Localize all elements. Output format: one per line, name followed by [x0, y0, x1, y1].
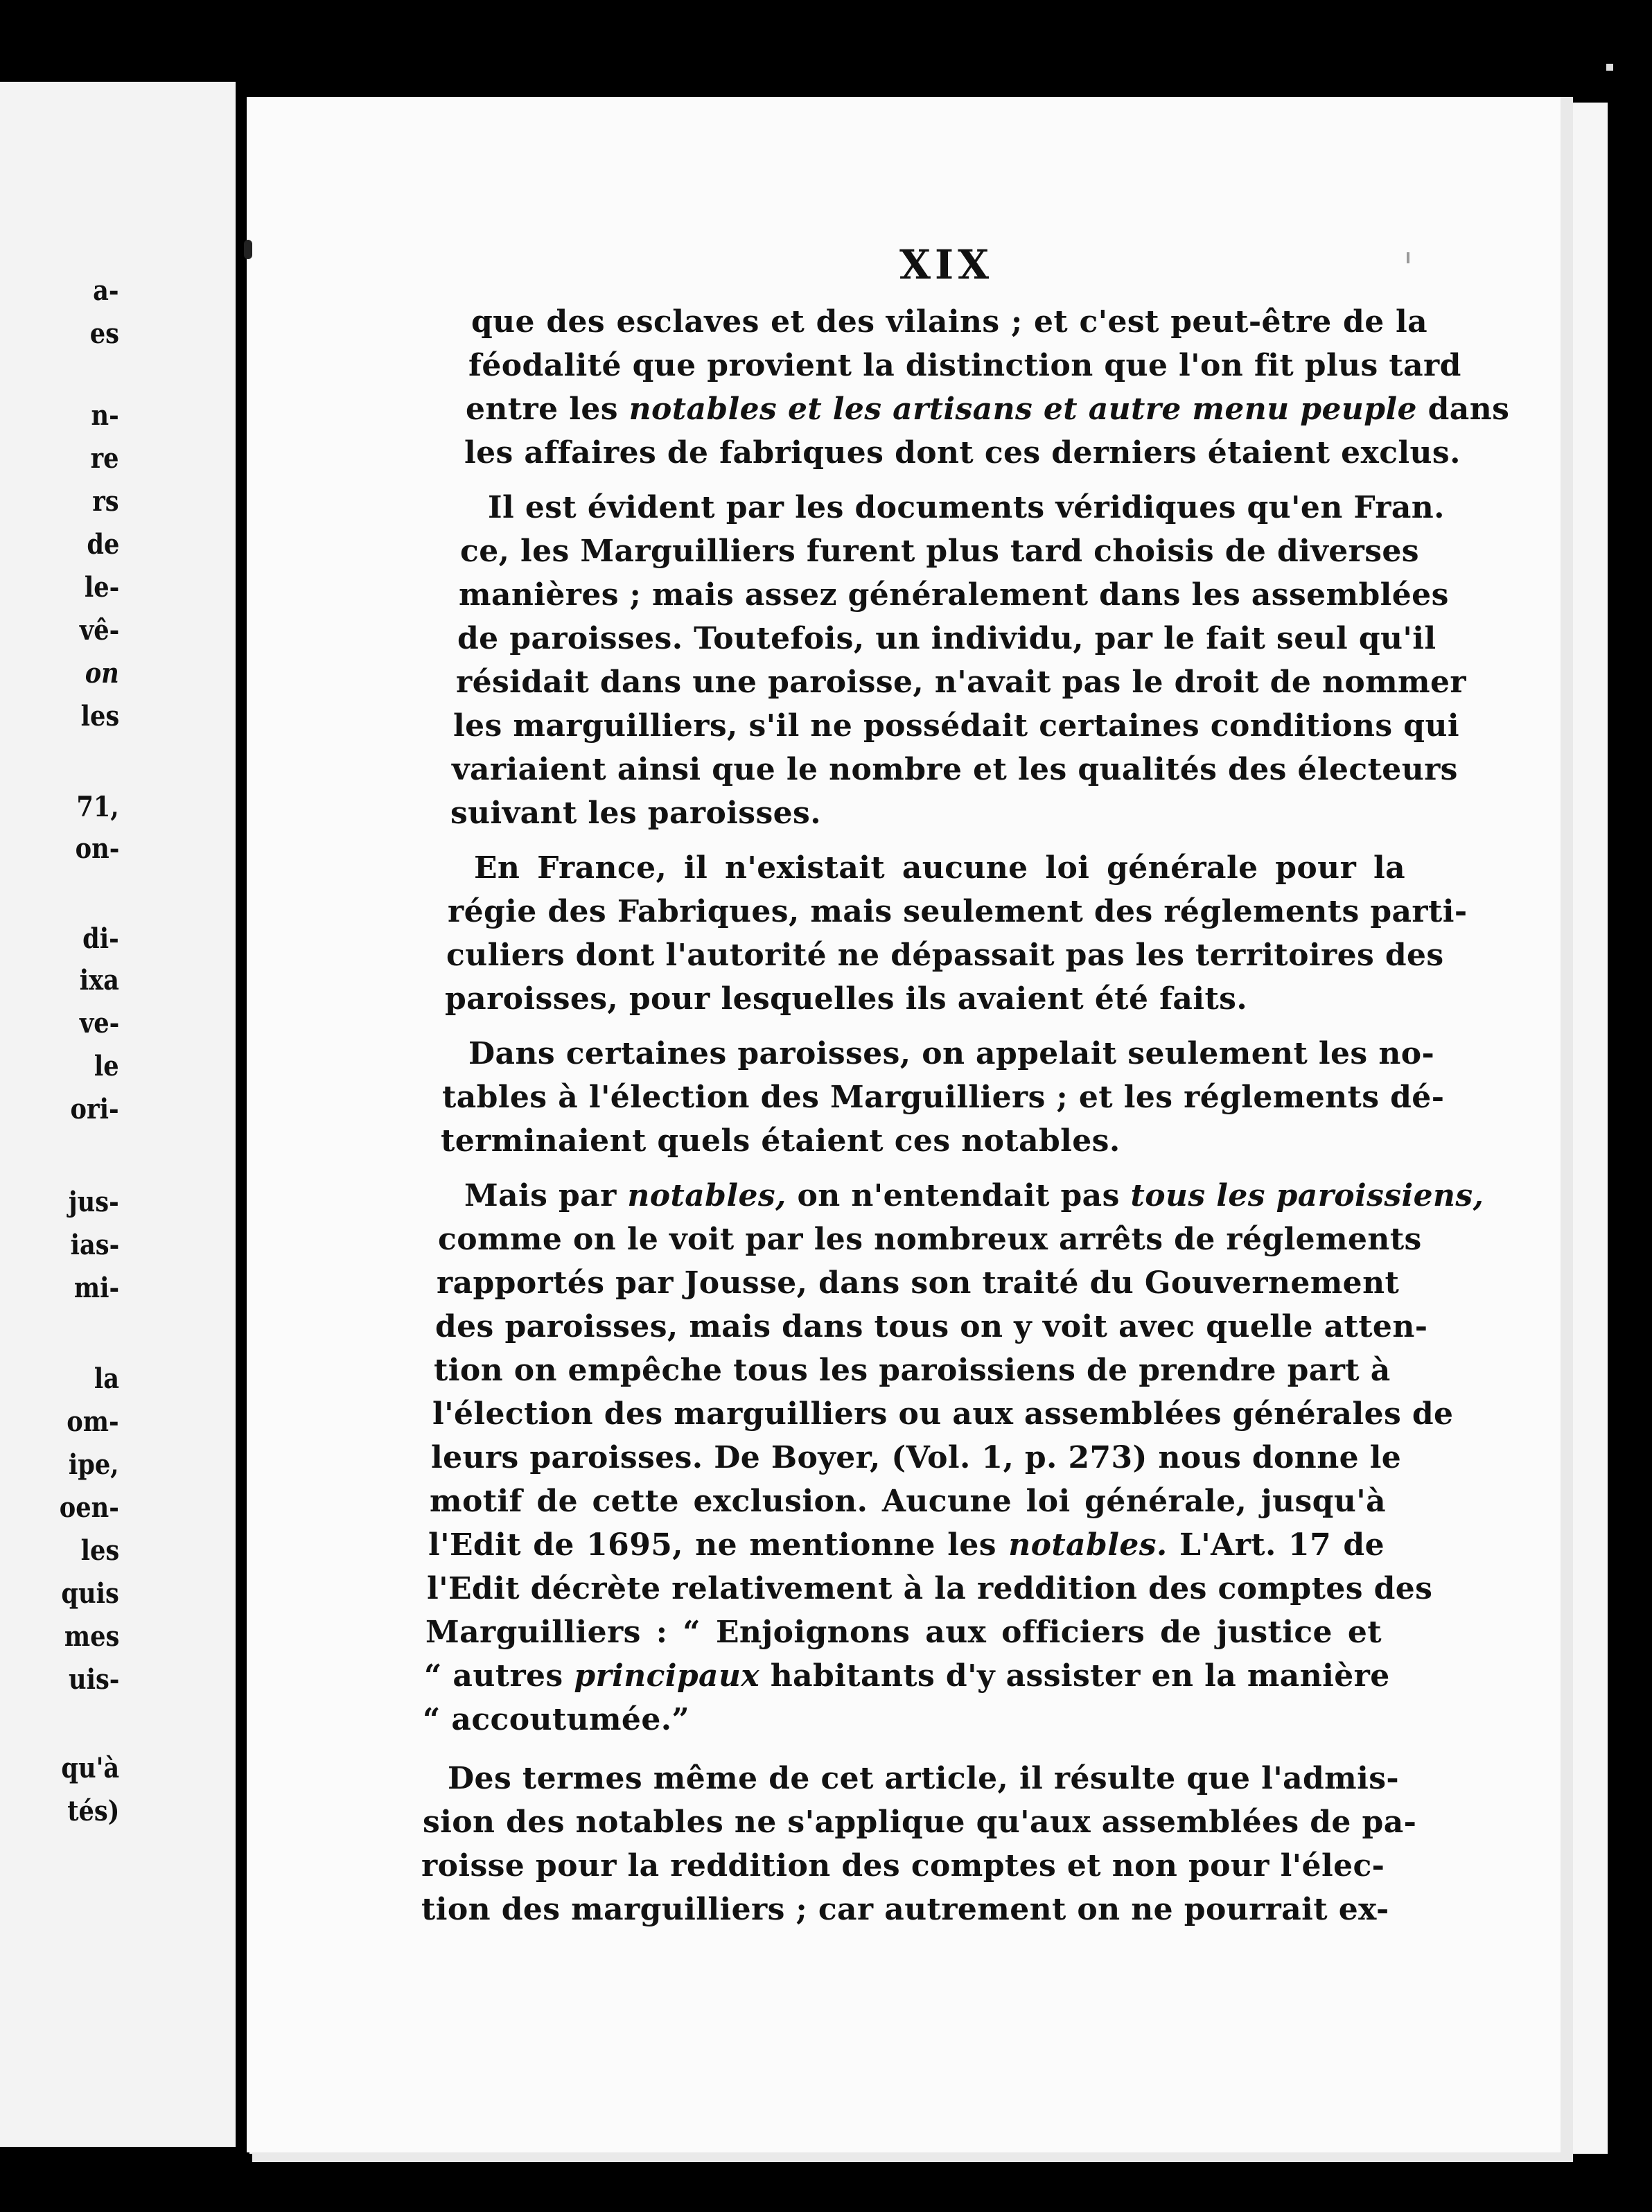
speck: [1407, 252, 1409, 263]
text-line: [432, 1396, 1454, 1432]
left-page-line: ori-: [70, 1093, 119, 1125]
text-segment: culiers dont l'autorité ne dépassait pas les territoires des: [446, 938, 1444, 973]
text-line: [431, 1440, 1402, 1475]
left-page-line: on: [85, 657, 119, 690]
text-line: [471, 305, 1427, 340]
text-segment: terminaient quels étaient ces notables.: [441, 1123, 1121, 1159]
text-segment: sion des notables ne s'applique qu'aux assemblées de pa-: [423, 1805, 1417, 1840]
left-page-line: qu'à: [61, 1752, 119, 1784]
text-line: [424, 1658, 1390, 1694]
text-segment: habitants d'y assister en la manière: [759, 1658, 1390, 1694]
text-line: [443, 1036, 1435, 1071]
text-segment: L'Art. 17 de: [1167, 1527, 1385, 1563]
text-segment: Il est évident par les documents véridiques qu'en Fran.: [488, 490, 1445, 525]
text-segment: tables à l'élection des Marguilliers ; et les réglements dé-: [442, 1080, 1445, 1115]
text-segment: régie des Fabriques, mais seulement des réglements parti-: [448, 894, 1468, 929]
left-page-line: re: [91, 442, 119, 475]
italic-text: notables et les artisans et autre menu peuple: [629, 392, 1417, 427]
text-line: [466, 392, 1510, 427]
italic-text: principaux: [574, 1658, 759, 1694]
left-page-line: di-: [82, 922, 119, 955]
text-line: [437, 1265, 1400, 1301]
text-segment: Dans certaines paroisses, on appelait seulement les no-: [468, 1036, 1435, 1071]
left-page-line: rs: [92, 485, 119, 518]
text-line: [456, 665, 1466, 700]
text-segment: motif de cette exclusion. Aucune loi générale, jusqu'à: [430, 1484, 1386, 1519]
text-line: [441, 1124, 1397, 1159]
text-line: [449, 851, 1405, 886]
text-segment: les marguilliers, s'il ne possédait certaines conditions qui: [453, 708, 1459, 744]
text-line: [421, 1848, 1385, 1884]
page-number: XIX: [899, 241, 994, 288]
left-page-line: de: [86, 528, 119, 561]
text-line: [430, 1484, 1386, 1519]
text-segment: l'élection des marguilliers ou aux assemblées générales de: [432, 1396, 1454, 1432]
left-page-fragment: [0, 82, 236, 2147]
text-segment: que des esclaves et des vilains ; et c'est peut-être de la: [471, 304, 1427, 340]
left-page-line: mes: [64, 1620, 119, 1653]
text-line: [421, 1892, 1389, 1927]
text-segment: variaient ainsi que le nombre et les qualités des électeurs: [452, 752, 1458, 787]
text-segment: comme on le voit par les nombreux arrêts de réglements: [438, 1222, 1422, 1257]
left-page-line: les: [80, 1534, 119, 1567]
speck: [1606, 64, 1613, 71]
text-line: [448, 894, 1468, 929]
left-page-line: es: [89, 317, 119, 350]
text-line: [442, 1080, 1445, 1115]
text-segment: dans: [1416, 392, 1510, 427]
text-segment: suivant les paroisses.: [450, 796, 821, 831]
text-segment: Des termes même de cet article, il résulte que l'admis-: [448, 1761, 1400, 1796]
text-line: [450, 796, 1407, 831]
left-page-line: on-: [75, 832, 119, 865]
text-line: [425, 1615, 1382, 1650]
text-segment: les affaires de fabriques dont ces derniers étaient exclus.: [464, 435, 1461, 471]
left-page-line: vê-: [79, 614, 119, 647]
text-segment: l'Edit décrète relativement à la reddition des comptes des: [427, 1571, 1433, 1606]
text-segment: Marguilliers : “ Enjoignons aux officiers de justice et: [425, 1615, 1382, 1650]
text-segment: paroisses, pour lesquelles ils avaient été faits.: [445, 981, 1248, 1017]
text-segment: des paroisses, mais dans tous on y voit avec quelle atten-: [435, 1309, 1428, 1344]
left-page-line: 71,: [76, 791, 119, 823]
left-page-line: mi-: [73, 1272, 119, 1304]
text-segment: ce, les Marguilliers furent plus tard choisis de diverses: [460, 534, 1419, 569]
left-page-line: ias-: [70, 1229, 119, 1261]
text-segment: “ autres: [424, 1658, 574, 1694]
text-segment: tion on empêche tous les paroissiens de prendre part à: [434, 1353, 1391, 1388]
text-line: [468, 348, 1461, 383]
text-line: [460, 534, 1419, 569]
text-segment: Mais par: [464, 1178, 628, 1213]
text-line: [463, 490, 1445, 525]
text-line: [457, 621, 1436, 656]
text-segment: manières ; mais assez généralement dans les assemblées: [459, 577, 1449, 613]
left-page-line: a-: [93, 274, 119, 307]
left-page-line: quis: [61, 1577, 119, 1610]
text-line: [434, 1353, 1390, 1388]
left-page-line: ipe,: [69, 1448, 119, 1481]
left-page-line: oen-: [59, 1491, 119, 1524]
text-segment: de paroisses. Toutefois, un individu, par le fait seul qu'il: [457, 621, 1436, 656]
text-line: [428, 1528, 1385, 1563]
text-line: [439, 1178, 1484, 1213]
text-line: [423, 1805, 1417, 1840]
text-segment: tion des marguilliers ; car autrement on ne pourrait ex-: [421, 1892, 1389, 1927]
left-page-line: ve-: [79, 1007, 119, 1039]
text-segment: résidait dans une paroisse, n'avait pas le droit de nommer: [456, 665, 1466, 700]
left-page-line: la: [94, 1362, 119, 1395]
text-line: [423, 1761, 1400, 1796]
text-line: [427, 1571, 1433, 1606]
left-page-line: jus-: [69, 1186, 119, 1218]
text-line: [445, 982, 1401, 1017]
left-page-line: om-: [67, 1405, 119, 1438]
left-page-line: n-: [91, 399, 119, 432]
italic-text: tous les paroissiens,: [1130, 1178, 1484, 1213]
left-page-line: le: [94, 1050, 119, 1082]
text-line: [435, 1309, 1428, 1344]
text-line: [452, 752, 1458, 787]
text-segment: “ accoutumée.”: [423, 1702, 690, 1737]
text-line: [423, 1703, 1379, 1737]
text-segment: En France, il n'existait aucune loi générale pour la: [474, 850, 1405, 886]
italic-text: notables.: [1008, 1527, 1168, 1563]
text-line: [453, 708, 1459, 744]
text-segment: féodalité que provient la distinction que l'on fit plus tard: [468, 348, 1461, 383]
binding-mark: [244, 240, 252, 259]
text-line: [459, 577, 1449, 613]
text-segment: l'Edit de 1695, ne mentionne les: [428, 1527, 1009, 1563]
text-segment: on n'entendait pas: [786, 1178, 1131, 1213]
left-page-line: tés): [67, 1795, 119, 1827]
left-page-line: ixa: [79, 964, 119, 997]
text-line: [446, 938, 1444, 973]
text-segment: leurs paroisses. De Boyer, (Vol. 1, p. 273) nous donne le: [431, 1440, 1402, 1475]
left-page-line: uis-: [68, 1663, 119, 1696]
italic-text: notables,: [627, 1178, 787, 1213]
text-segment: rapportés par Jousse, dans son traité du Gouvernement: [437, 1265, 1400, 1301]
left-page-line: le-: [84, 571, 119, 604]
text-segment: roisse pour la reddition des comptes et non pour l'élec-: [421, 1848, 1385, 1884]
left-page-line: les: [80, 700, 119, 732]
text-line: [464, 435, 1461, 471]
text-segment: entre les: [466, 392, 629, 427]
text-line: [438, 1222, 1422, 1257]
